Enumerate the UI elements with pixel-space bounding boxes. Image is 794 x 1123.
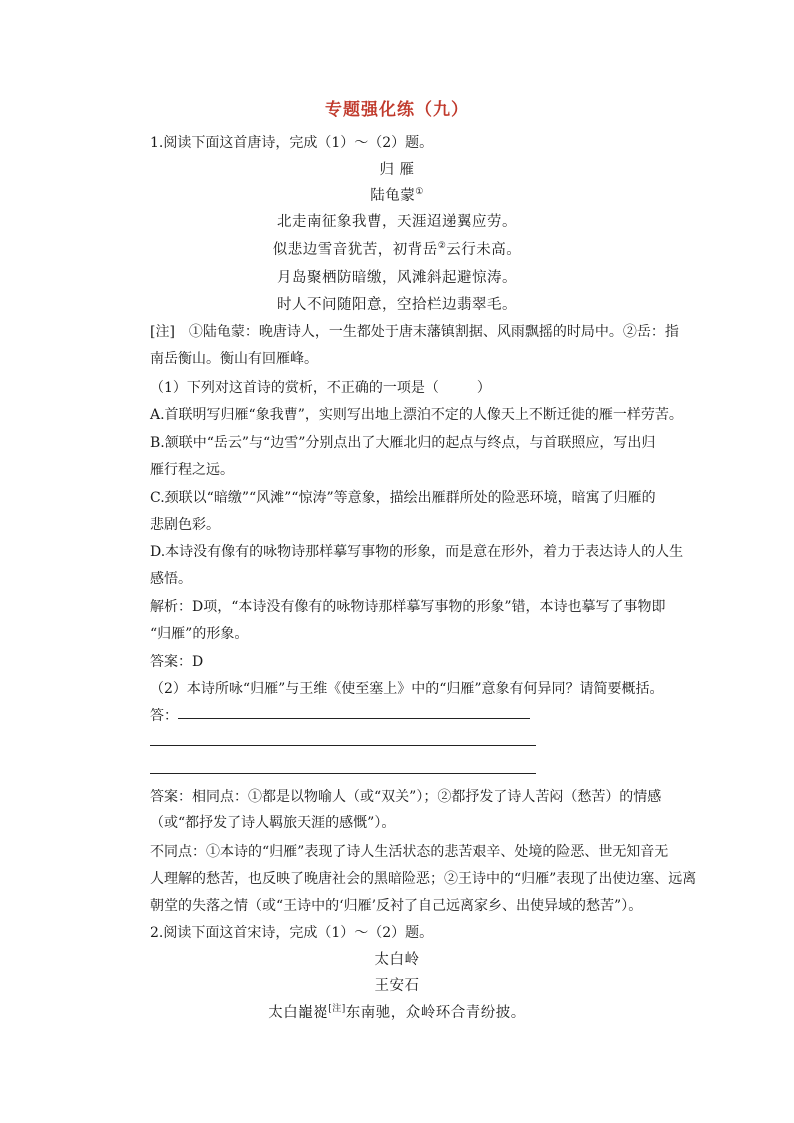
poem-1-line-3: 月岛聚栖防暗缴，风滩斜起避惊涛。 (277, 270, 517, 286)
poem-1-line-1: 北走南征象我曹，天涯迢递翼应劳。 (277, 214, 517, 230)
poem-line-2-head: 似悲边雪音犹苦，初背岳 (272, 242, 438, 258)
answer-2-line-1: 答案：相同点：①都是以物喻人（或“双关”）；②都抒发了诗人苦闷（愁苦）的情感 (150, 789, 662, 805)
option-b-line-1: B.颔联中“岳云”与“边雪”分别点出了大雁北归的起点与终点，与首联照应，写出归 (150, 435, 656, 451)
author-name: 陆龟蒙 (370, 188, 416, 204)
answer-blank-line-3 (150, 773, 536, 774)
difference-line-2: 人理解的愁苦，也反映了晚唐社会的黑暗险恶；②王诗中的“归雁”表现了出使边塞、远离 (150, 871, 697, 887)
footnote-mark: [注] (328, 1004, 346, 1015)
poem-1-line-2 (0, 240, 794, 260)
answer-label: 答： (150, 708, 178, 724)
answer-blank-line-1 (178, 718, 530, 719)
analysis-line-1: 解析：D项，“本诗没有像有的咏物诗那样摹写事物的形象”错，本诗也摹写了事物即 (150, 599, 666, 615)
analysis-line-2: “归雁”的形象。 (150, 626, 249, 642)
answer-1: 答案：D (150, 654, 204, 670)
poem-line-2-tail: 云行未高。 (446, 242, 522, 258)
difference-line-3: 朝堂的失落之情（或“王诗中的‘归雁’反衬了自己远离家乡、出使异域的愁苦”）。 (150, 898, 643, 914)
sub-question-1-stem (150, 378, 680, 398)
option-d-line-2: 感悟。 (150, 571, 192, 587)
sub-question-2-stem: （2）本诗所咏“归雁”与王维《使至塞上》中的“归雁”意象有何异同？请简要概括。 (150, 681, 664, 697)
poem-2-author: 王安石 (374, 978, 420, 994)
poem-2-title: 太白岭 (374, 952, 420, 968)
poem-1-line-4: 时人不问随阳意，空拾栏边翡翠毛。 (277, 297, 517, 313)
difference-line-1: 不同点：①本诗的“归雁”表现了诗人生活状态的悲苦艰辛、处境的险恶、世无知音无 (150, 844, 669, 860)
question-2-prompt: 2.阅读下面这首宋诗，完成（1）～（2）题。 (150, 925, 434, 941)
poem-1-title: 归 雁 (379, 162, 415, 178)
answer-blank-line-2 (150, 745, 536, 746)
page-title: 专题强化练（九） (325, 100, 469, 120)
question-1-prompt: 1.阅读下面这首唐诗，完成（1）～（2）题。 (150, 135, 434, 151)
option-b-line-2: 雁行程之远。 (150, 462, 234, 478)
poem-2-line-1-head: 太白巃嵸 (268, 1005, 329, 1021)
option-a: A.首联明写归雁“象我曹”，实则写出地上漂泊不定的人像天上不断迁徙的雁一样劳苦。 (150, 407, 683, 423)
footnote-mark: ① (415, 187, 424, 198)
poem-1-author (0, 186, 794, 206)
footnote-mark: ② (437, 241, 447, 252)
option-c-line-2: 悲剧色彩。 (150, 517, 220, 533)
sub-question-1-close: ） (476, 380, 491, 396)
poem-1-note-line-1: [注] ①陆龟蒙：晚唐诗人，一生都处于唐末藩镇割据、风雨飘摇的时局中。②岳：指 (150, 324, 679, 340)
poem-2-line-1-tail: 东南驰，众岭环合青纷披。 (345, 1005, 526, 1021)
option-c-line-1: C.颈联以“暗缴”“风滩”“惊涛”等意象，描绘出雁群所处的险恶环境，暗寓了归雁的 (150, 490, 656, 506)
poem-1-note-line-2: 南岳衡山。衡山有回雁峰。 (150, 351, 318, 367)
poem-2-line-1 (0, 1003, 794, 1023)
answer-2-line-2: （或“都抒发了诗人羁旅天涯的感慨”）。 (150, 815, 396, 831)
option-d-line-1: D.本诗没有像有的咏物诗那样摹写事物的形象，而是意在形外，着力于表达诗人的人生 (150, 544, 684, 560)
sub-question-1-text: （1）下列对这首诗的赏析，不正确的一项是（ (150, 380, 439, 396)
